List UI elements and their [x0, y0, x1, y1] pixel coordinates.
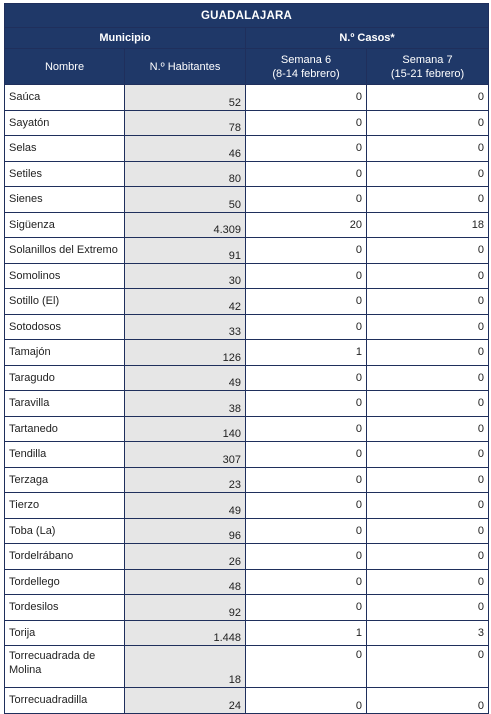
population-cell: 4.309	[125, 212, 246, 238]
municipality-name: Tordelrábano	[5, 544, 125, 570]
week7-cases-cell: 0	[367, 646, 489, 688]
population-cell: 1.448	[125, 620, 246, 646]
municipality-name: Tamajón	[5, 340, 125, 366]
municipality-name: Taravilla	[5, 391, 125, 417]
week7-cases-cell: 0	[367, 595, 489, 621]
week7-cases-cell: 0	[367, 289, 489, 315]
week7-cases-cell: 0	[367, 467, 489, 493]
municipality-name: Torija	[5, 620, 125, 646]
semana7-dates: (15-21 febrero)	[390, 67, 465, 80]
week7-cases-cell: 0	[367, 569, 489, 595]
population-cell: 33	[125, 314, 246, 340]
municipality-name: Taragudo	[5, 365, 125, 391]
week6-cases-cell: 20	[246, 212, 367, 238]
population-cell: 96	[125, 518, 246, 544]
table-row	[5, 569, 489, 595]
population-cell: 23	[125, 467, 246, 493]
municipality-name: Sigüenza	[5, 212, 125, 238]
municipality-name: Tordellego	[5, 569, 125, 595]
week6-cases-cell: 0	[246, 595, 367, 621]
week6-cases-cell: 0	[246, 365, 367, 391]
population-cell: 30	[125, 263, 246, 289]
municipio-group-header: Municipio	[5, 28, 246, 49]
week6-cases-cell: 0	[246, 493, 367, 519]
population-cell: 92	[125, 595, 246, 621]
municipality-name: Toba (La)	[5, 518, 125, 544]
municipality-name: Tierzo	[5, 493, 125, 519]
week6-cases-cell: 0	[246, 544, 367, 570]
week7-cases-cell: 0	[367, 544, 489, 570]
population-cell: 49	[125, 365, 246, 391]
table-row	[5, 85, 489, 111]
week6-cases-cell: 0	[246, 187, 367, 213]
table-row	[5, 187, 489, 213]
population-cell: 80	[125, 161, 246, 187]
casos-group-header: N.º Casos*	[246, 28, 489, 49]
table-row	[5, 110, 489, 136]
week7-cases-cell: 0	[367, 391, 489, 417]
table-row	[5, 136, 489, 162]
region-title: GUADALAJARA	[5, 4, 489, 28]
municipality-name: Somolinos	[5, 263, 125, 289]
population-cell: 307	[125, 442, 246, 468]
week7-cases-cell: 0	[367, 365, 489, 391]
week6-cases-cell: 0	[246, 688, 367, 714]
table-row	[5, 289, 489, 315]
week6-cases-cell: 0	[246, 85, 367, 111]
table-row	[5, 340, 489, 366]
week6-cases-cell: 0	[246, 289, 367, 315]
table-row	[5, 493, 489, 519]
semana6-label: Semana 6	[280, 53, 332, 66]
population-cell: 78	[125, 110, 246, 136]
week6-cases-cell: 0	[246, 442, 367, 468]
population-cell: 26	[125, 544, 246, 570]
week7-cases-cell: 0	[367, 238, 489, 264]
population-cell: 126	[125, 340, 246, 366]
week6-cases-cell: 0	[246, 161, 367, 187]
municipality-name: Tordesilos	[5, 595, 125, 621]
population-cell: 50	[125, 187, 246, 213]
week6-cases-cell: 0	[246, 416, 367, 442]
week6-cases-cell: 1	[246, 340, 367, 366]
week6-cases-cell: 0	[246, 391, 367, 417]
week6-cases-cell: 0	[246, 467, 367, 493]
table-row	[5, 238, 489, 264]
week7-cases-cell: 18	[367, 212, 489, 238]
week6-cases-cell: 0	[246, 314, 367, 340]
table-row	[5, 161, 489, 187]
table-row	[5, 646, 489, 688]
municipality-name: Sotillo (El)	[5, 289, 125, 315]
municipality-name: Terzaga	[5, 467, 125, 493]
week6-cases-cell: 0	[246, 136, 367, 162]
table-row	[5, 595, 489, 621]
week6-cases-cell: 0	[246, 646, 367, 688]
municipality-name: Sayatón	[5, 110, 125, 136]
table-row	[5, 416, 489, 442]
population-cell: 18	[125, 646, 246, 688]
week7-cases-cell: 0	[367, 442, 489, 468]
population-cell: 91	[125, 238, 246, 264]
population-cell: 46	[125, 136, 246, 162]
municipality-name: Torrecuadrada de Molina	[5, 646, 125, 688]
population-cell: 48	[125, 569, 246, 595]
population-cell: 52	[125, 85, 246, 111]
week6-cases-cell: 0	[246, 518, 367, 544]
municipality-name: Saúca	[5, 85, 125, 111]
week7-cases-cell: 0	[367, 340, 489, 366]
population-cell: 140	[125, 416, 246, 442]
municipality-name: Torrecuadradilla	[5, 688, 125, 714]
habitantes-column-header: N.º Habitantes	[125, 49, 246, 85]
week7-cases-cell: 0	[367, 136, 489, 162]
week7-cases-cell: 0	[367, 110, 489, 136]
week7-cases-cell: 0	[367, 688, 489, 714]
table-row	[5, 442, 489, 468]
week6-cases-cell: 0	[246, 110, 367, 136]
week7-cases-cell: 0	[367, 518, 489, 544]
table-row	[5, 688, 489, 714]
municipality-name: Tendilla	[5, 442, 125, 468]
week7-cases-cell: 0	[367, 493, 489, 519]
week7-cases-cell: 3	[367, 620, 489, 646]
table-row	[5, 212, 489, 238]
week7-cases-cell: 0	[367, 416, 489, 442]
table-row	[5, 544, 489, 570]
table-row	[5, 391, 489, 417]
municipality-name: Selas	[5, 136, 125, 162]
cases-table	[4, 3, 489, 714]
table-row	[5, 263, 489, 289]
week7-cases-cell: 0	[367, 187, 489, 213]
week6-cases-cell: 1	[246, 620, 367, 646]
population-cell: 49	[125, 493, 246, 519]
semana6-column-header	[246, 49, 367, 85]
population-cell: 42	[125, 289, 246, 315]
week6-cases-cell: 0	[246, 569, 367, 595]
municipality-name: Setiles	[5, 161, 125, 187]
week7-cases-cell: 0	[367, 85, 489, 111]
population-cell: 24	[125, 688, 246, 714]
week7-cases-cell: 0	[367, 263, 489, 289]
cases-table-container	[4, 3, 488, 714]
table-row	[5, 365, 489, 391]
table-row	[5, 620, 489, 646]
table-row	[5, 314, 489, 340]
week6-cases-cell: 0	[246, 263, 367, 289]
week7-cases-cell: 0	[367, 314, 489, 340]
week7-cases-cell: 0	[367, 161, 489, 187]
semana7-label: Semana 7	[402, 53, 453, 66]
municipality-name: Sotodosos	[5, 314, 125, 340]
week6-cases-cell: 0	[246, 238, 367, 264]
municipality-name: Tartanedo	[5, 416, 125, 442]
nombre-column-header: Nombre	[5, 49, 125, 85]
municipality-name: Sienes	[5, 187, 125, 213]
municipality-name: Solanillos del Extremo	[5, 238, 125, 264]
semana6-dates: (8-14 febrero)	[272, 67, 340, 80]
population-cell: 38	[125, 391, 246, 417]
table-row	[5, 467, 489, 493]
semana7-column-header	[367, 49, 489, 85]
table-row	[5, 518, 489, 544]
